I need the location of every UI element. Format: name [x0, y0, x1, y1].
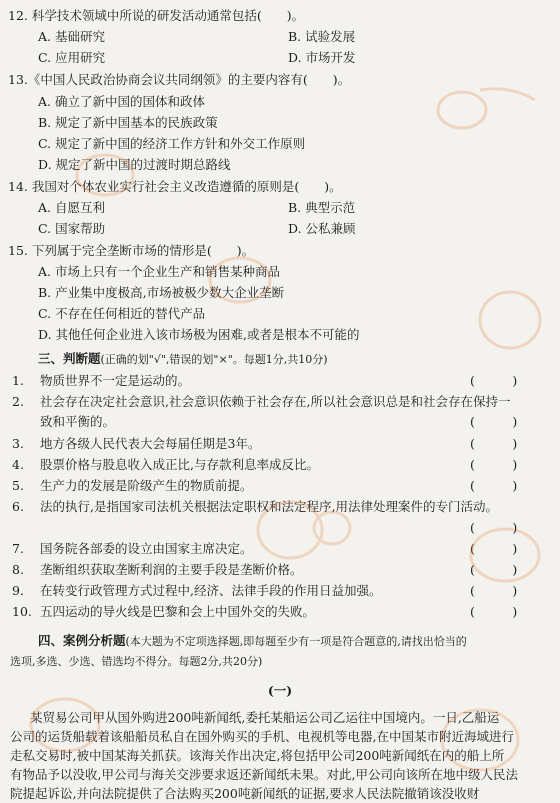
q12-option-c: C. 应用研究 [38, 50, 106, 65]
q15-option-a: A. 市场上只有一个企业生产和销售某种商品 [38, 264, 280, 279]
case-paragraph-line-1: 某贸易公司甲从国外购进200吨新闻纸,委托某船运公司乙运往中国境内。一日,乙船运 [30, 710, 500, 725]
tf-7-num: 7. [12, 541, 24, 556]
q13-stem: 13.《中国人民政治协商会议共同纲领》的主要内容有( )。 [8, 72, 351, 87]
tf-3-text: 地方各级人民代表大会每届任期是3年。 [40, 436, 261, 451]
tf-10-text: 五四运动的导火线是巴黎和会上中国外交的失败。 [40, 604, 316, 619]
tf-5-num: 5. [12, 478, 24, 493]
exam8-watermark [200, 250, 300, 310]
tf-8-text: 垄断组织获取垄断利润的主要手段是垄断价格。 [40, 562, 303, 577]
q14-option-c: C. 国家帮助 [38, 221, 106, 236]
tf-1-num: 1. [12, 373, 24, 388]
q14-option-d: D. 公私兼顾 [288, 221, 356, 236]
tf-6-answer-blank[interactable]: ( ) [470, 520, 518, 535]
tf-4-text: 股票价格与股息收入成正比,与存款利息率成反比。 [40, 457, 319, 472]
tf-1-answer-blank[interactable]: ( ) [470, 373, 518, 388]
tf-10-num: 10. [12, 604, 32, 619]
exam8-watermark [470, 280, 550, 360]
q15-option-b: B. 产业集中度极高,市场被极少数大企业垄断 [38, 285, 285, 300]
tf-9-text: 在转变行政管理方式过程中,经济、法律手段的作用日益加强。 [40, 583, 382, 598]
tf-10-answer-blank[interactable]: ( ) [470, 604, 518, 619]
tf-5-answer-blank[interactable]: ( ) [470, 478, 518, 493]
section3-heading: 三、判断题 [38, 351, 101, 366]
section3-heading-row [38, 351, 328, 368]
tf-6-text: 法的执行,是指国家司法机关根据法定职权和法定程序,用法律处理案件的专门活动。 [40, 499, 498, 514]
q14-stem: 14. 我国对个体农业实行社会主义改造遵循的原则是( )。 [8, 179, 342, 194]
q13-option-a: A. 确立了新中国的国体和政体 [38, 94, 205, 109]
tf-2-text-cont: 致和平衡的。 [40, 414, 116, 429]
tf-4-answer-blank[interactable]: ( ) [470, 457, 518, 472]
section4-note-2: 选项,多选、少选、错选均不得分。每题2分,共20分) [10, 655, 263, 668]
tf-4-num: 4. [12, 457, 24, 472]
tf-7-answer-blank[interactable]: ( ) [470, 541, 518, 556]
q13-option-b: B. 规定了新中国基本的民族政策 [38, 115, 218, 130]
q13-option-c: C. 规定了新中国的经济工作方针和外交工作原则 [38, 136, 306, 151]
tf-3-answer-blank[interactable]: ( ) [470, 436, 518, 451]
section4-heading-row [38, 633, 467, 650]
tf-9-num: 9. [12, 583, 24, 598]
q12-stem: 12. 科学技术领域中所说的研发活动通常包括( )。 [8, 8, 305, 23]
q15-option-d: D. 其他任何企业进入该市场极为困难,或者是根本不可能的 [38, 327, 360, 342]
q14-option-b: B. 典型示范 [288, 200, 356, 215]
section3-note: (正确的划"√",错误的划"×"。每题1分,共10分) [100, 353, 328, 366]
tf-2-answer-blank[interactable]: ( ) [470, 414, 518, 429]
tf-8-answer-blank[interactable]: ( ) [470, 562, 518, 577]
tf-3-num: 3. [12, 436, 24, 451]
tf-1-text: 物质世界不一定是运动的。 [40, 373, 191, 388]
case-paragraph-line-2: 公司的运货船载着该船船员私自在国外购买的手机、电视机等电器,在中国某市附近海域进行 [10, 729, 514, 744]
case-paragraph-line-3: 走私交易时,被中国某海关抓获。该海关作出决定,将包括甲公司200吨新闻纸在内的船上所 [10, 748, 505, 763]
section4-heading: 四、案例分析题 [38, 633, 126, 648]
case-paragraph-line-5: 院提起诉讼,并向法院提供了合法购买200吨新闻纸的证据,要求人民法院撤销该没收财 [10, 786, 480, 801]
q14-option-a: A. 自愿互利 [38, 200, 105, 215]
q15-option-c: C. 不存在任何相近的替代产品 [38, 306, 206, 321]
q15-stem: 15. 下列属于完全垄断市场的情形是( )。 [8, 243, 255, 258]
exam8-watermark [430, 80, 550, 170]
tf-8-num: 8. [12, 562, 24, 577]
tf-6-num: 6. [12, 499, 24, 514]
section4-note-1: (本大题为不定项选择题,即每题至少有一项是符合题意的,请找出恰当的 [125, 635, 467, 648]
q12-option-d: D. 市场开发 [288, 50, 356, 65]
tf-5-text: 生产力的发展是阶级产生的物质前提。 [40, 478, 253, 493]
q13-option-d: D. 规定了新中国的过渡时期总路线 [38, 157, 231, 172]
case-subheading: (一) [267, 683, 293, 698]
tf-2-text: 社会存在决定社会意识,社会意识依赖于社会存在,所以社会意识总是和社会存在保持一 [40, 394, 511, 409]
tf-7-text: 国务院各部委的设立由国家主席决定。 [40, 541, 253, 556]
q12-option-a: A. 基础研究 [38, 29, 105, 44]
q12-option-b: B. 试验发展 [288, 29, 356, 44]
tf-9-answer-blank[interactable]: ( ) [470, 583, 518, 598]
tf-2-num: 2. [12, 394, 24, 409]
case-paragraph-line-4: 有物品予以没收,甲公司与海关交涉要求返还新闻纸未果。对此,甲公司向该所在地中级人民法 [10, 767, 518, 782]
